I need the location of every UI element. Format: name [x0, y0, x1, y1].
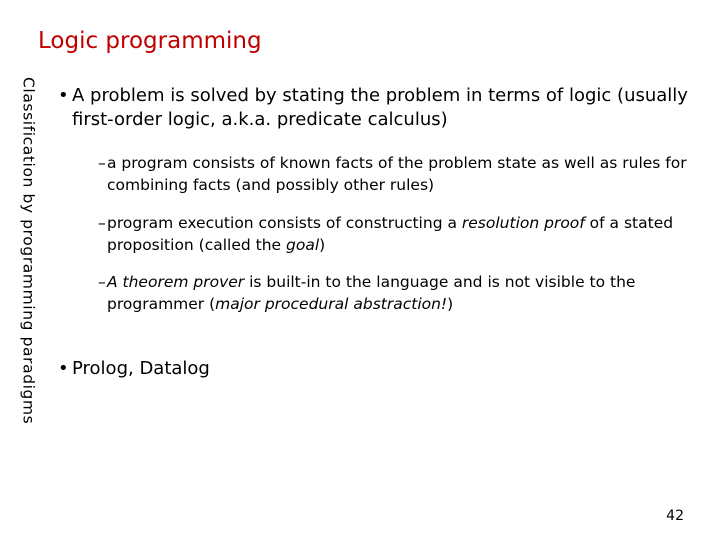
sub-bullet-text: a program consists of known facts of the problem state as well as rules for combining facts (and possibly other rules) — [107, 154, 687, 194]
slide-content — [58, 84, 698, 381]
emphasis-resolution-proof: resolution proof — [461, 213, 585, 232]
slide-title: Logic programming — [38, 28, 262, 54]
sub-bullet-marker: – — [98, 154, 106, 172]
sub-bullet-marker: – — [98, 213, 106, 232]
side-title: Classification by programming paradigms — [19, 77, 38, 425]
sub-bullet-text-mid: is built-in to the language and is not visible to the programmer ( — [107, 273, 636, 313]
bullet-text: Prolog, Datalog — [72, 358, 210, 379]
bullet-marker: • — [58, 85, 69, 106]
bullet-marker: • — [58, 358, 69, 379]
sub-bullet-text-mid: of a stated proposition (called the — [107, 213, 674, 254]
emphasis-abstraction: major procedural abstraction! — [215, 295, 448, 313]
emphasis-theorem-prover: A theorem prover — [107, 273, 245, 291]
sub-bullet-item — [98, 212, 698, 256]
bullet-item — [58, 84, 698, 132]
sub-bullet-text-end: ) — [319, 235, 326, 254]
sub-bullet-marker: – — [98, 273, 106, 291]
sub-bullet-item — [98, 271, 698, 315]
sub-bullet-item — [98, 152, 698, 196]
bullet-item — [58, 357, 698, 381]
page-number: 42 — [666, 508, 684, 524]
emphasis-goal: goal — [286, 235, 320, 254]
sub-bullet-text-end: ) — [447, 295, 454, 313]
sub-bullet-text-start: program execution consists of constructing a — [107, 213, 462, 232]
bullet-text: A problem is solved by stating the problem in terms of logic (usually first-order logic, a.k.a. predicate calculus) — [72, 85, 688, 130]
sub-bullet-list — [58, 152, 698, 315]
